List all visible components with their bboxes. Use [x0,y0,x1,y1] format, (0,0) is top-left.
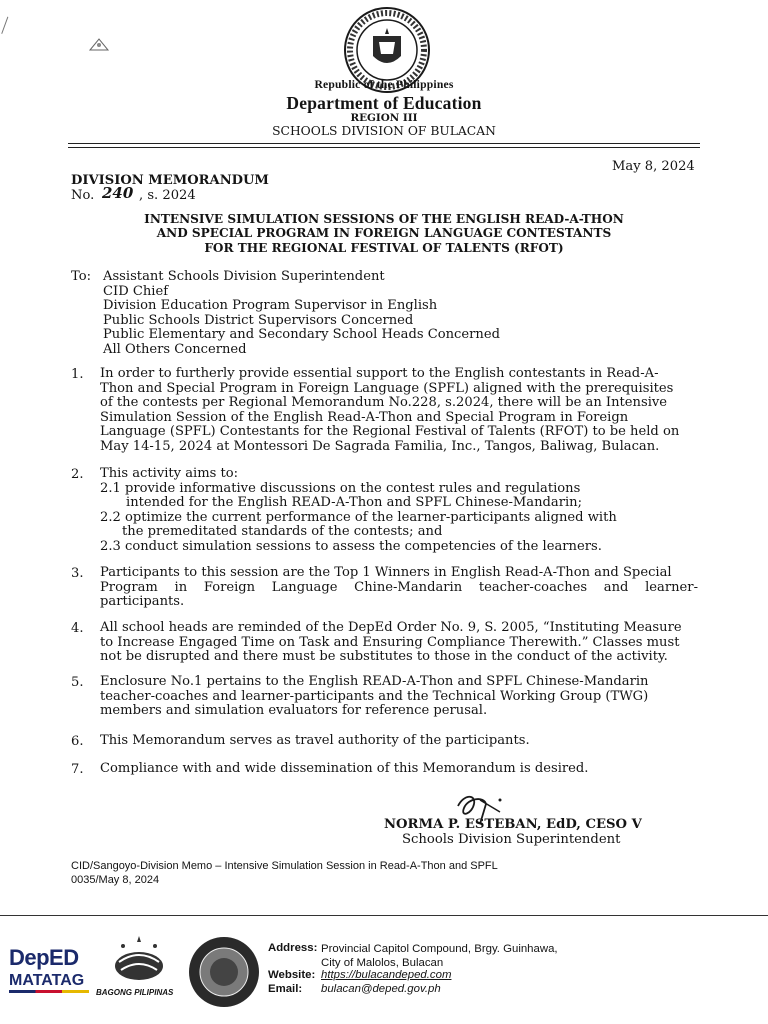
website-link[interactable]: https://bulacandeped.com [321,969,452,981]
para-number: 5. [71,675,84,690]
recipient: Division Education Program Supervisor in English [103,298,438,314]
email-label: Email: [268,983,303,995]
paragraph-3 [100,566,698,610]
memo-date: May 8, 2024 [612,159,695,174]
paragraph-5 [100,675,698,719]
para-number: 1. [71,367,84,382]
recipient: All Others Concerned [103,341,247,357]
memo-title-line: INTENSIVE SIMULATION SESSIONS OF THE ENGLISH READ-A-THON [144,212,624,226]
para-line: Enclosure No.1 pertains to the English READ-A-Thon and SPFL Chinese-Mandarin [100,674,649,689]
reference-note [71,860,498,887]
para-line: not be disrupted and there must be substitutes to those in the conduct of the activity. [100,649,668,665]
bagong-pilipinas-emblem-icon [103,932,175,992]
website-label: Website: [268,969,316,981]
para-line: teacher-coaches and learner-participants and the Technical Working Group (TWG) [100,688,649,704]
para-line: of the contests per Regional Memorandum No.228, s.2024, there will be an Intensive [100,395,668,411]
recipient: CID Chief [103,283,169,299]
email-link[interactable]: bulacan@deped.gov.ph [321,983,441,995]
para-line: In order to furtherly provide essential support to the English contestants in Read-A- [100,366,659,381]
memo-type: DIVISION MEMORANDUM [71,173,269,188]
deped-logo: DepED [9,945,79,970]
para-line: This activity aims to: [100,466,239,481]
para-line: 2.2 optimize the current performance of the learner-participants aligned with [100,509,617,525]
para-line: to Increase Engaged Time on Task and Ensuring Compliance Therewith.” Classes must [100,634,680,650]
division-line: SCHOOLS DIVISION OF BULACAN [272,124,496,138]
para-line: Thon and Special Program in Foreign Language (SPFL) aligned with the prerequisites [100,380,674,396]
matatag-stripe [9,990,89,993]
reference-line: 0035/May 8, 2024 [71,873,160,886]
para-number: 7. [71,762,84,777]
para-line: intended for the English READ-A-Thon and SPFL Chinese-Mandarin; [126,495,582,511]
recipient-list [103,270,500,358]
para-line: 2.1 provide informative discussions on the contest rules and regulations [100,480,581,496]
para-line: All school heads are reminded of the DepEd Order No. 9, S. 2005, “Instituting Measure [100,620,682,635]
para-line: Simulation Session of the English Read-A-Thon and Special Program in Foreign [100,409,629,425]
para-line: Participants to this session are the Top 1 Winners in English Read-A-Thon and Special [100,565,672,580]
para-line: Program in Foreign Language Chine-Mandarin teacher-coaches and learner- [100,579,698,595]
signatory-name: NORMA P. ESTEBAN, EdD, CESO V [384,817,642,832]
paragraph-4 [100,621,698,665]
division-seal-icon [187,935,261,1013]
signatory-title: Schools Division Superintendent [402,832,621,847]
header-rule [68,143,700,144]
paragraph-1 [100,367,698,455]
recipient: Public Elementary and Secondary School Heads Concerned [103,327,500,343]
memo-no-label: No. [71,188,95,203]
para-line: 2.3 conduct simulation sessions to assess the competencies of the learners. [100,538,602,554]
para-line: May 14-15, 2024 at Montessori De Sagrada Familia, Inc., Tangos, Baliwag, Bulacan. [100,438,660,454]
reference-line: CID/Sangoyo-Division Memo – Intensive Simulation Session in Read-A-Thon and SPFL [71,860,498,872]
address-label: Address: [268,942,318,954]
para-number: 2. [71,467,84,482]
memo-title [0,212,768,255]
para-number: 4. [71,621,84,636]
para-number: 6. [71,734,84,749]
para-line: participants. [100,594,185,610]
para-number: 3. [71,566,84,581]
memo-number-handwritten: 240 [102,184,134,202]
footer-rule [0,915,768,916]
paragraph-7: Compliance with and wide dissemination of this Memorandum is desired. [100,761,589,776]
address-value [321,942,558,970]
paragraph-2 [100,467,698,555]
recipient: Assistant Schools Division Superintendent [103,269,385,284]
para-line: Language (SPFL) Contestants for the Regional Festival of Talents (RFOT) to be held on [100,424,680,440]
paragraph-6: This Memorandum serves as travel authority of the participants. [100,733,530,748]
header-rule-thin [68,147,700,148]
region-line: REGION III [350,112,418,124]
address-line: Provincial Capitol Compound, Brgy. Guinhawa, [321,943,558,955]
matatag-logo: MATATAG [9,972,85,989]
department-line: Department of Education [286,93,482,113]
republic-line: Republic of the Philippines [314,78,454,91]
para-line: members and simulation evaluators for reference perusal. [100,703,488,719]
small-emblem-icon [88,36,110,56]
to-label: To: [71,269,92,284]
bagong-pilipinas-label: BAGONG PILIPINAS [96,988,174,997]
recipient: Public Schools District Supervisors Concerned [103,312,414,328]
memo-title-line: FOR THE REGIONAL FESTIVAL OF TALENTS (RFOT) [204,240,564,255]
stray-mark [1,17,17,38]
para-line: the premeditated standards of the contests; and [122,524,443,540]
memo-title-line: AND SPECIAL PROGRAM IN FOREIGN LANGUAGE CONTESTANTS [156,226,612,241]
memo-series: , s. 2024 [139,188,196,203]
address-line: City of Malolos, Bulacan [321,957,444,969]
